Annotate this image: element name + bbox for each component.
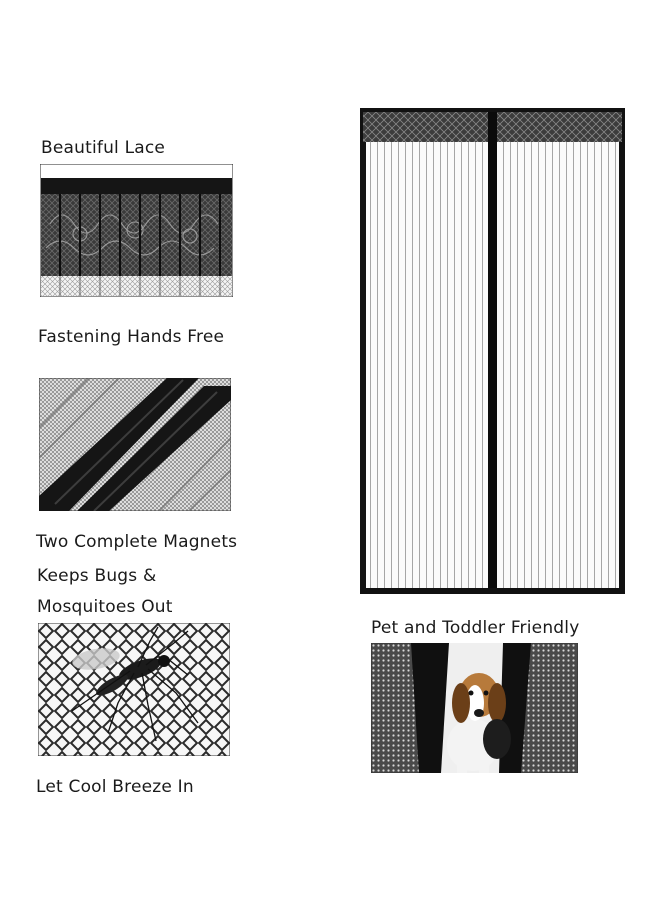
keeps-bugs-label-line2: Mosquitoes Out <box>37 597 173 617</box>
two-complete-magnets-label: Two Complete Magnets <box>36 532 238 552</box>
lace-closeup-image <box>40 164 233 297</box>
pet-through-door-image <box>371 643 578 773</box>
fastening-hands-free-label: Fastening Hands Free <box>38 327 225 347</box>
pet-toddler-friendly-label: Pet and Toddler Friendly <box>371 618 580 638</box>
keeps-bugs-label-line1: Keeps Bugs & <box>37 566 157 586</box>
magnetic-screen-door-image <box>360 108 625 594</box>
beautiful-lace-label: Beautiful Lace <box>41 138 166 158</box>
magnet-strip-closeup-image <box>39 378 231 511</box>
let-cool-breeze-label: Let Cool Breeze In <box>36 777 194 797</box>
mosquito-net-image <box>38 623 230 756</box>
